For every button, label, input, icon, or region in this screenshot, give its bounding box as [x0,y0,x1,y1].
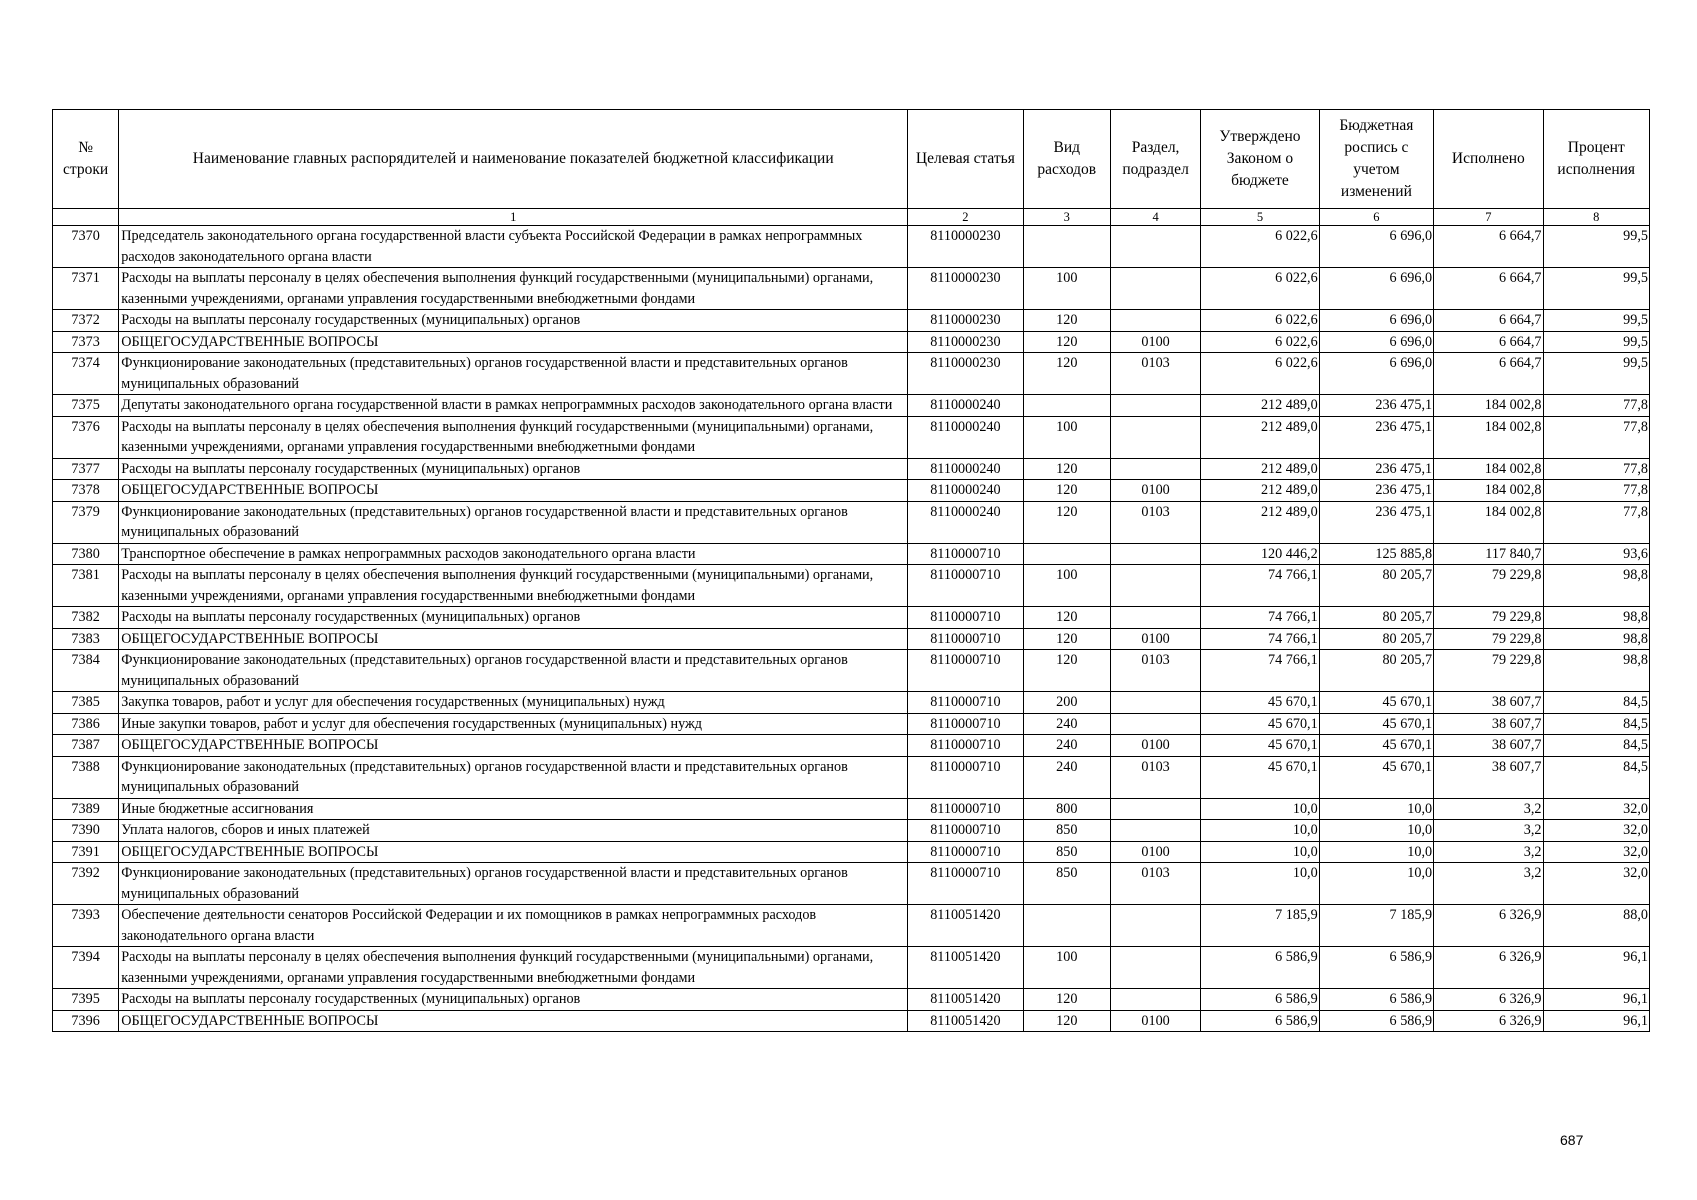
budget-amount-cell: 236 475,1 [1319,480,1433,502]
target-article-cell: 8110051420 [908,989,1023,1011]
row-number-cell: 7386 [53,713,119,735]
executed-amount-cell: 38 607,7 [1434,735,1543,757]
budget-amount-cell: 6 586,9 [1319,989,1433,1011]
target-article-cell: 8110000710 [908,798,1023,820]
approved-amount-cell: 212 489,0 [1201,458,1319,480]
header-expense-type: Вид расходов [1023,110,1110,209]
executed-amount-cell: 38 607,7 [1434,756,1543,798]
target-article-cell: 8110000710 [908,841,1023,863]
section-cell [1110,565,1200,607]
expense-type-cell: 120 [1023,650,1110,692]
row-number-cell: 7387 [53,735,119,757]
expense-type-cell: 240 [1023,735,1110,757]
name-cell: Расходы на выплаты персоналу государственных (муниципальных) органов [119,310,908,332]
section-cell: 0100 [1110,331,1200,353]
executed-amount-cell: 79 229,8 [1434,650,1543,692]
percent-cell: 99,5 [1543,310,1649,332]
section-cell [1110,543,1200,565]
row-number-cell: 7374 [53,353,119,395]
table-row [53,416,1650,458]
executed-amount-cell: 6 664,7 [1434,331,1543,353]
approved-amount-cell: 74 766,1 [1201,607,1319,629]
section-cell [1110,607,1200,629]
target-article-cell: 8110000230 [908,353,1023,395]
name-cell: Расходы на выплаты персоналу в целях обеспечения выполнения функций государственными (муниципальными) органами, казенными учреждениями, органами управления государственными внебюджетными фондами [119,565,908,607]
approved-amount-cell: 6 022,6 [1201,353,1319,395]
table-row [53,607,1650,629]
section-cell [1110,268,1200,310]
section-cell [1110,947,1200,989]
percent-cell: 93,6 [1543,543,1649,565]
name-cell: Расходы на выплаты персоналу в целях обеспечения выполнения функций государственными (муниципальными) органами, казенными учреждениями, органами управления государственными внебюджетными фондами [119,268,908,310]
budget-amount-cell: 45 670,1 [1319,692,1433,714]
expense-type-cell: 850 [1023,820,1110,842]
table-row [53,692,1650,714]
header-executed: Исполнено [1434,110,1543,209]
percent-cell: 99,5 [1543,226,1649,268]
target-article-cell: 8110000230 [908,310,1023,332]
approved-amount-cell: 120 446,2 [1201,543,1319,565]
executed-amount-cell: 184 002,8 [1434,395,1543,417]
name-cell: Расходы на выплаты персоналу в целях обеспечения выполнения функций государственными (муниципальными) органами, казенными учреждениями, органами управления государственными внебюджетными фондами [119,947,908,989]
percent-cell: 77,8 [1543,480,1649,502]
percent-cell: 77,8 [1543,458,1649,480]
table-body [53,226,1650,1032]
table-row [53,820,1650,842]
target-article-cell: 8110000710 [908,607,1023,629]
name-cell: Депутаты законодательного органа государственной власти в рамках непрограммных расходов законодательного органа власти [119,395,908,417]
executed-amount-cell: 38 607,7 [1434,713,1543,735]
expense-type-cell: 120 [1023,331,1110,353]
budget-report-page [52,109,1650,1032]
table-row [53,841,1650,863]
name-cell: Расходы на выплаты персоналу государственных (муниципальных) органов [119,458,908,480]
approved-amount-cell: 74 766,1 [1201,650,1319,692]
table-row [53,1010,1650,1032]
row-number-cell: 7375 [53,395,119,417]
approved-amount-cell: 45 670,1 [1201,692,1319,714]
percent-cell: 32,0 [1543,863,1649,905]
executed-amount-cell: 3,2 [1434,863,1543,905]
approved-amount-cell: 45 670,1 [1201,735,1319,757]
section-cell: 0103 [1110,863,1200,905]
approved-amount-cell: 6 022,6 [1201,268,1319,310]
percent-cell: 84,5 [1543,735,1649,757]
approved-amount-cell: 10,0 [1201,798,1319,820]
header-section: Раздел, подраздел [1110,110,1200,209]
executed-amount-cell: 3,2 [1434,820,1543,842]
table-row [53,905,1650,947]
section-cell: 0103 [1110,353,1200,395]
approved-amount-cell: 212 489,0 [1201,480,1319,502]
target-article-cell: 8110000240 [908,480,1023,502]
table-row [53,798,1650,820]
budget-amount-cell: 10,0 [1319,841,1433,863]
section-cell [1110,416,1200,458]
percent-cell: 98,8 [1543,607,1649,629]
column-number-row [53,209,1650,226]
executed-amount-cell: 184 002,8 [1434,501,1543,543]
percent-cell: 99,5 [1543,331,1649,353]
section-cell: 0103 [1110,756,1200,798]
table-row [53,501,1650,543]
name-cell: Функционирование законодательных (представительных) органов государственной власти и представительных органов муниципальных образований [119,353,908,395]
table-row [53,628,1650,650]
budget-amount-cell: 236 475,1 [1319,501,1433,543]
percent-cell: 77,8 [1543,501,1649,543]
expense-type-cell: 100 [1023,416,1110,458]
expense-type-cell: 120 [1023,628,1110,650]
row-number-cell: 7379 [53,501,119,543]
executed-amount-cell: 38 607,7 [1434,692,1543,714]
target-article-cell: 8110000240 [908,501,1023,543]
section-cell: 0100 [1110,841,1200,863]
budget-amount-cell: 236 475,1 [1319,416,1433,458]
table-row [53,543,1650,565]
target-article-cell: 8110000710 [908,756,1023,798]
column-number: 5 [1201,209,1319,226]
row-number-cell: 7371 [53,268,119,310]
table-row [53,458,1650,480]
percent-cell: 96,1 [1543,989,1649,1011]
row-number-cell: 7370 [53,226,119,268]
budget-amount-cell: 80 205,7 [1319,565,1433,607]
row-number-cell: 7384 [53,650,119,692]
target-article-cell: 8110000710 [908,692,1023,714]
section-cell [1110,989,1200,1011]
target-article-cell: 8110000710 [908,543,1023,565]
executed-amount-cell: 79 229,8 [1434,565,1543,607]
executed-amount-cell: 6 326,9 [1434,947,1543,989]
budget-amount-cell: 6 696,0 [1319,353,1433,395]
header-budget-schedule: Бюджетная роспись с учетом изменений [1319,110,1433,209]
section-cell: 0103 [1110,650,1200,692]
row-number-cell: 7373 [53,331,119,353]
name-cell: Председатель законодательного органа государственной власти субъекта Российской Федерации в рамках непрограммных расходов законодательного органа власти [119,226,908,268]
column-number: 4 [1110,209,1200,226]
expense-type-cell: 240 [1023,756,1110,798]
name-cell: Функционирование законодательных (представительных) органов государственной власти и представительных органов муниципальных образований [119,501,908,543]
executed-amount-cell: 79 229,8 [1434,628,1543,650]
expense-type-cell: 120 [1023,480,1110,502]
row-number-cell: 7389 [53,798,119,820]
expense-type-cell [1023,543,1110,565]
header-target-article: Целевая статья [908,110,1023,209]
target-article-cell: 8110000240 [908,416,1023,458]
executed-amount-cell: 117 840,7 [1434,543,1543,565]
percent-cell: 98,8 [1543,650,1649,692]
executed-amount-cell: 184 002,8 [1434,416,1543,458]
approved-amount-cell: 10,0 [1201,841,1319,863]
column-number [53,209,119,226]
table-row [53,650,1650,692]
table-row [53,989,1650,1011]
expense-type-cell: 100 [1023,565,1110,607]
column-number: 8 [1543,209,1649,226]
target-article-cell: 8110000710 [908,863,1023,905]
row-number-cell: 7391 [53,841,119,863]
percent-cell: 32,0 [1543,841,1649,863]
section-cell [1110,226,1200,268]
approved-amount-cell: 10,0 [1201,820,1319,842]
percent-cell: 84,5 [1543,713,1649,735]
expense-type-cell: 120 [1023,353,1110,395]
approved-amount-cell: 6 022,6 [1201,310,1319,332]
target-article-cell: 8110000710 [908,820,1023,842]
expense-type-cell: 100 [1023,947,1110,989]
budget-amount-cell: 236 475,1 [1319,395,1433,417]
row-number-cell: 7396 [53,1010,119,1032]
row-number-cell: 7377 [53,458,119,480]
table-row [53,713,1650,735]
percent-cell: 96,1 [1543,947,1649,989]
column-number: 6 [1319,209,1433,226]
budget-amount-cell: 125 885,8 [1319,543,1433,565]
table-row [53,268,1650,310]
expense-type-cell: 120 [1023,607,1110,629]
section-cell: 0100 [1110,1010,1200,1032]
name-cell: Транспортное обеспечение в рамках непрограммных расходов законодательного органа власти [119,543,908,565]
row-number-cell: 7382 [53,607,119,629]
target-article-cell: 8110000710 [908,735,1023,757]
executed-amount-cell: 6 326,9 [1434,989,1543,1011]
name-cell: ОБЩЕГОСУДАРСТВЕННЫЕ ВОПРОСЫ [119,331,908,353]
name-cell: ОБЩЕГОСУДАРСТВЕННЫЕ ВОПРОСЫ [119,480,908,502]
table-row [53,331,1650,353]
approved-amount-cell: 6 586,9 [1201,1010,1319,1032]
table-row [53,863,1650,905]
approved-amount-cell: 212 489,0 [1201,501,1319,543]
expense-type-cell: 200 [1023,692,1110,714]
approved-amount-cell: 6 022,6 [1201,331,1319,353]
budget-amount-cell: 6 586,9 [1319,1010,1433,1032]
row-number-cell: 7390 [53,820,119,842]
name-cell: ОБЩЕГОСУДАРСТВЕННЫЕ ВОПРОСЫ [119,628,908,650]
expense-type-cell: 120 [1023,1010,1110,1032]
approved-amount-cell: 6 022,6 [1201,226,1319,268]
row-number-cell: 7381 [53,565,119,607]
budget-amount-cell: 236 475,1 [1319,458,1433,480]
budget-amount-cell: 45 670,1 [1319,735,1433,757]
name-cell: Расходы на выплаты персоналу государственных (муниципальных) органов [119,989,908,1011]
section-cell: 0100 [1110,735,1200,757]
expense-type-cell: 850 [1023,841,1110,863]
section-cell: 0100 [1110,628,1200,650]
approved-amount-cell: 6 586,9 [1201,947,1319,989]
name-cell: ОБЩЕГОСУДАРСТВЕННЫЕ ВОПРОСЫ [119,735,908,757]
section-cell [1110,692,1200,714]
column-number: 3 [1023,209,1110,226]
name-cell: Функционирование законодательных (представительных) органов государственной власти и представительных органов муниципальных образований [119,756,908,798]
expense-type-cell: 120 [1023,501,1110,543]
row-number-cell: 7394 [53,947,119,989]
expense-type-cell: 240 [1023,713,1110,735]
target-article-cell: 8110000710 [908,565,1023,607]
approved-amount-cell: 10,0 [1201,863,1319,905]
budget-amount-cell: 6 696,0 [1319,331,1433,353]
percent-cell: 77,8 [1543,395,1649,417]
section-cell: 0103 [1110,501,1200,543]
section-cell [1110,798,1200,820]
percent-cell: 77,8 [1543,416,1649,458]
section-cell [1110,905,1200,947]
budget-amount-cell: 6 696,0 [1319,310,1433,332]
section-cell [1110,458,1200,480]
section-cell [1110,820,1200,842]
percent-cell: 32,0 [1543,798,1649,820]
approved-amount-cell: 74 766,1 [1201,565,1319,607]
approved-amount-cell: 6 586,9 [1201,989,1319,1011]
section-cell: 0100 [1110,480,1200,502]
table-row [53,756,1650,798]
target-article-cell: 8110000240 [908,458,1023,480]
section-cell [1110,395,1200,417]
page-number: 687 [1560,1132,1584,1148]
name-cell: Уплата налогов, сборов и иных платежей [119,820,908,842]
target-article-cell: 8110000710 [908,628,1023,650]
expense-type-cell [1023,395,1110,417]
table-row [53,480,1650,502]
executed-amount-cell: 3,2 [1434,798,1543,820]
target-article-cell: 8110000710 [908,650,1023,692]
percent-cell: 84,5 [1543,692,1649,714]
header-approved: Утверждено Законом о бюджете [1201,110,1319,209]
table-header [53,110,1650,226]
budget-amount-cell: 80 205,7 [1319,650,1433,692]
budget-amount-cell: 10,0 [1319,820,1433,842]
expense-type-cell: 850 [1023,863,1110,905]
row-number-cell: 7388 [53,756,119,798]
target-article-cell: 8110000230 [908,268,1023,310]
name-cell: Закупка товаров, работ и услуг для обеспечения государственных (муниципальных) нужд [119,692,908,714]
percent-cell: 98,8 [1543,565,1649,607]
budget-amount-cell: 6 696,0 [1319,226,1433,268]
executed-amount-cell: 6 664,7 [1434,353,1543,395]
executed-amount-cell: 184 002,8 [1434,480,1543,502]
target-article-cell: 8110000710 [908,713,1023,735]
name-cell: Расходы на выплаты персоналу в целях обеспечения выполнения функций государственными (муниципальными) органами, казенными учреждениями, органами управления государственными внебюджетными фондами [119,416,908,458]
percent-cell: 99,5 [1543,353,1649,395]
budget-amount-cell: 80 205,7 [1319,628,1433,650]
budget-amount-cell: 6 586,9 [1319,947,1433,989]
header-name: Наименование главных распорядителей и наименование показателей бюджетной классификации [119,110,908,209]
expense-type-cell: 800 [1023,798,1110,820]
table-row [53,735,1650,757]
budget-amount-cell: 10,0 [1319,863,1433,905]
executed-amount-cell: 6 664,7 [1434,268,1543,310]
budget-amount-cell: 10,0 [1319,798,1433,820]
budget-amount-cell: 45 670,1 [1319,713,1433,735]
header-row-number: № строки [53,110,119,209]
approved-amount-cell: 45 670,1 [1201,756,1319,798]
budget-amount-cell: 7 185,9 [1319,905,1433,947]
row-number-cell: 7372 [53,310,119,332]
table-row [53,310,1650,332]
executed-amount-cell: 184 002,8 [1434,458,1543,480]
executed-amount-cell: 6 326,9 [1434,1010,1543,1032]
target-article-cell: 8110000230 [908,331,1023,353]
expense-type-cell [1023,226,1110,268]
approved-amount-cell: 212 489,0 [1201,395,1319,417]
target-article-cell: 8110051420 [908,947,1023,989]
target-article-cell: 8110051420 [908,905,1023,947]
row-number-cell: 7393 [53,905,119,947]
name-cell: Функционирование законодательных (представительных) органов государственной власти и представительных органов муниципальных образований [119,650,908,692]
name-cell: Иные бюджетные ассигнования [119,798,908,820]
table-row [53,353,1650,395]
row-number-cell: 7380 [53,543,119,565]
percent-cell: 32,0 [1543,820,1649,842]
approved-amount-cell: 212 489,0 [1201,416,1319,458]
target-article-cell: 8110000230 [908,226,1023,268]
row-number-cell: 7392 [53,863,119,905]
name-cell: Иные закупки товаров, работ и услуг для обеспечения государственных (муниципальных) нужд [119,713,908,735]
name-cell: Обеспечение деятельности сенаторов Российской Федерации и их помощников в рамках непрограммных расходов законодательного органа власти [119,905,908,947]
percent-cell: 84,5 [1543,756,1649,798]
row-number-cell: 7383 [53,628,119,650]
percent-cell: 99,5 [1543,268,1649,310]
percent-cell: 98,8 [1543,628,1649,650]
section-cell [1110,713,1200,735]
approved-amount-cell: 7 185,9 [1201,905,1319,947]
name-cell: Функционирование законодательных (представительных) органов государственной власти и представительных органов муниципальных образований [119,863,908,905]
percent-cell: 88,0 [1543,905,1649,947]
table-row [53,947,1650,989]
budget-amount-cell: 45 670,1 [1319,756,1433,798]
executed-amount-cell: 3,2 [1434,841,1543,863]
executed-amount-cell: 6 664,7 [1434,226,1543,268]
name-cell: ОБЩЕГОСУДАРСТВЕННЫЕ ВОПРОСЫ [119,1010,908,1032]
column-number: 1 [119,209,908,226]
executed-amount-cell: 79 229,8 [1434,607,1543,629]
table-row [53,226,1650,268]
expense-type-cell: 120 [1023,458,1110,480]
row-number-cell: 7378 [53,480,119,502]
executed-amount-cell: 6 664,7 [1434,310,1543,332]
target-article-cell: 8110051420 [908,1010,1023,1032]
table-row [53,565,1650,607]
target-article-cell: 8110000240 [908,395,1023,417]
expense-type-cell: 120 [1023,989,1110,1011]
header-percent: Процент исполнения [1543,110,1649,209]
row-number-cell: 7395 [53,989,119,1011]
row-number-cell: 7385 [53,692,119,714]
column-number: 2 [908,209,1023,226]
name-cell: Расходы на выплаты персоналу государственных (муниципальных) органов [119,607,908,629]
expense-type-cell [1023,905,1110,947]
percent-cell: 96,1 [1543,1010,1649,1032]
budget-amount-cell: 6 696,0 [1319,268,1433,310]
expense-type-cell: 120 [1023,310,1110,332]
executed-amount-cell: 6 326,9 [1434,905,1543,947]
budget-execution-table [52,109,1650,1032]
approved-amount-cell: 74 766,1 [1201,628,1319,650]
name-cell: ОБЩЕГОСУДАРСТВЕННЫЕ ВОПРОСЫ [119,841,908,863]
table-row [53,395,1650,417]
row-number-cell: 7376 [53,416,119,458]
expense-type-cell: 100 [1023,268,1110,310]
approved-amount-cell: 45 670,1 [1201,713,1319,735]
budget-amount-cell: 80 205,7 [1319,607,1433,629]
section-cell [1110,310,1200,332]
column-number: 7 [1434,209,1543,226]
